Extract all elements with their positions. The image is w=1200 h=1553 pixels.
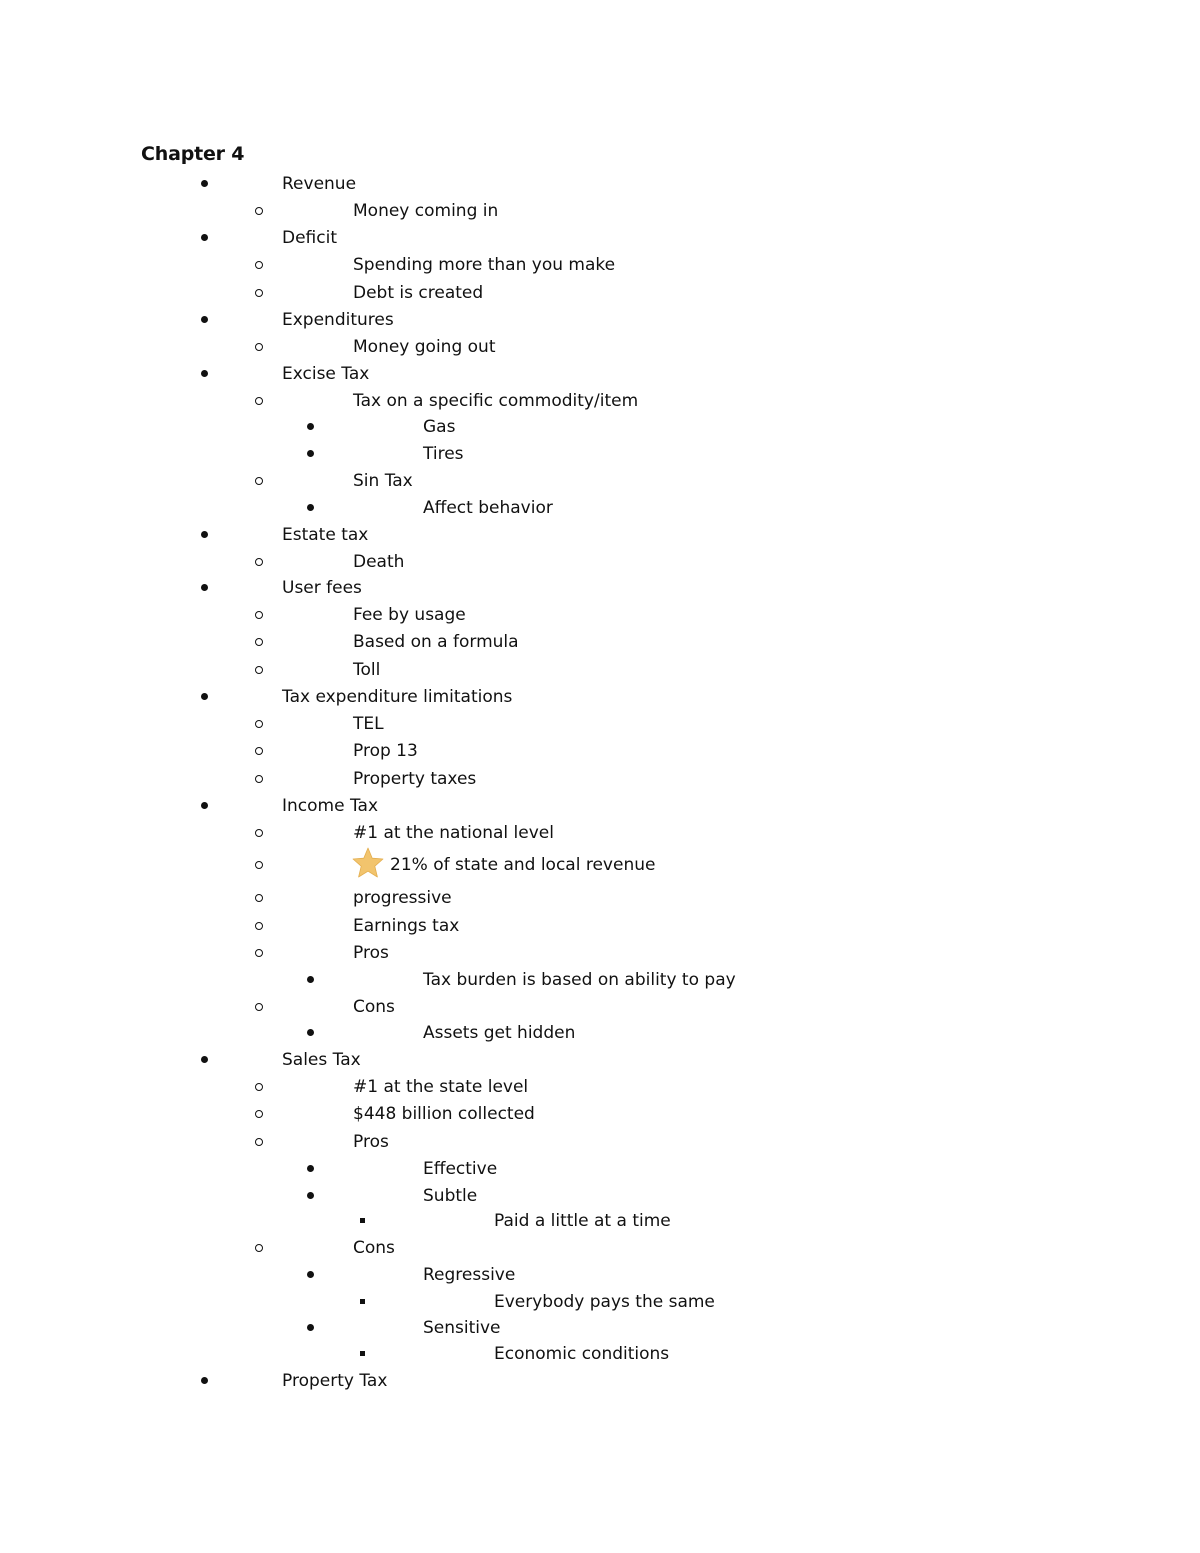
list-item-text: Property taxes	[353, 769, 477, 789]
hollow-circle-bullet-icon	[254, 995, 268, 1019]
hollow-circle-bullet-icon	[254, 886, 268, 910]
list-item	[0, 1184, 1200, 1208]
square-bullet-icon	[358, 1290, 372, 1314]
star-icon	[352, 847, 384, 879]
list-item	[0, 199, 1200, 223]
list-item-text: progressive	[353, 888, 452, 908]
list-item-text: Gas	[423, 417, 456, 437]
hollow-circle-bullet-icon	[254, 630, 268, 654]
list-item	[0, 576, 1200, 600]
list-item-text: TEL	[353, 714, 384, 734]
list-item	[0, 968, 1200, 992]
list-item	[0, 335, 1200, 359]
hollow-circle-bullet-icon	[254, 281, 268, 305]
list-item	[0, 1102, 1200, 1126]
list-item	[0, 496, 1200, 520]
bullet-icon	[199, 172, 213, 196]
bullet-icon	[305, 1021, 319, 1045]
list-item-text: Economic conditions	[494, 1344, 670, 1364]
list-item	[0, 1130, 1200, 1154]
bullet-icon	[199, 226, 213, 250]
list-item-text: Expenditures	[282, 310, 394, 330]
list-item-text: Pros	[353, 1132, 389, 1152]
list-item	[0, 1209, 1200, 1233]
list-item	[0, 914, 1200, 938]
bullet-icon	[199, 523, 213, 547]
square-bullet-icon	[358, 1209, 372, 1233]
list-item	[0, 712, 1200, 736]
list-item	[0, 226, 1200, 250]
list-item	[0, 821, 1200, 845]
square-bullet-icon	[358, 1342, 372, 1366]
list-item	[0, 253, 1200, 277]
bullet-icon	[199, 1048, 213, 1072]
list-item-text: Estate tax	[282, 525, 369, 545]
hollow-circle-bullet-icon	[254, 853, 268, 877]
list-item	[0, 1075, 1200, 1099]
list-item	[0, 1290, 1200, 1314]
hollow-circle-bullet-icon	[254, 253, 268, 277]
list-item	[0, 415, 1200, 439]
hollow-circle-bullet-icon	[254, 550, 268, 574]
list-item-text: Pros	[353, 943, 389, 963]
list-item	[0, 1021, 1200, 1045]
list-item	[0, 1263, 1200, 1287]
list-item-text: Deficit	[282, 228, 337, 248]
list-item-text: Regressive	[423, 1265, 516, 1285]
hollow-circle-bullet-icon	[254, 1102, 268, 1126]
list-item-text: Cons	[353, 997, 395, 1017]
list-item-text: Tax on a specific commodity/item	[353, 391, 639, 411]
list-item-text: Subtle	[423, 1186, 478, 1206]
list-item-text: Death	[353, 552, 405, 572]
hollow-circle-bullet-icon	[254, 658, 268, 682]
bullet-icon	[199, 308, 213, 332]
list-item-text: Assets get hidden	[423, 1023, 576, 1043]
list-item-text: Sin Tax	[353, 471, 413, 491]
hollow-circle-bullet-icon	[254, 767, 268, 791]
list-item-text: Effective	[423, 1159, 498, 1179]
list-item	[0, 469, 1200, 493]
hollow-circle-bullet-icon	[254, 335, 268, 359]
list-item	[0, 1048, 1200, 1072]
bullet-icon	[199, 1369, 213, 1393]
list-item-text: #1 at the national level	[353, 823, 554, 843]
list-item-text: Earnings tax	[353, 916, 460, 936]
list-item-text: Paid a little at a time	[494, 1211, 671, 1231]
list-item	[0, 281, 1200, 305]
list-item-text: 21% of state and local revenue	[390, 855, 656, 875]
list-item	[0, 739, 1200, 763]
bullet-icon	[199, 362, 213, 386]
hollow-circle-bullet-icon	[254, 199, 268, 223]
list-item-text: Tax burden is based on ability to pay	[423, 970, 736, 990]
list-item-text: Debt is created	[353, 283, 484, 303]
bullet-icon	[199, 685, 213, 709]
list-item	[0, 685, 1200, 709]
bullet-icon	[199, 576, 213, 600]
bullet-icon	[305, 1184, 319, 1208]
page-title: Chapter 4	[141, 143, 245, 165]
list-item	[0, 1236, 1200, 1260]
list-item-text: Sensitive	[423, 1318, 501, 1338]
list-item-text: Money coming in	[353, 201, 499, 221]
hollow-circle-bullet-icon	[254, 941, 268, 965]
list-item-text: Fee by usage	[353, 605, 466, 625]
bullet-icon	[305, 968, 319, 992]
list-item	[0, 172, 1200, 196]
list-item	[0, 1369, 1200, 1393]
hollow-circle-bullet-icon	[254, 1236, 268, 1260]
bullet-icon	[305, 496, 319, 520]
list-item-text: User fees	[282, 578, 362, 598]
list-item	[0, 1342, 1200, 1366]
list-item-text: Spending more than you make	[353, 255, 616, 275]
list-item-text: #1 at the state level	[353, 1077, 529, 1097]
hollow-circle-bullet-icon	[254, 389, 268, 413]
list-item-text: Income Tax	[282, 796, 379, 816]
list-item-text: Excise Tax	[282, 364, 370, 384]
hollow-circle-bullet-icon	[254, 1075, 268, 1099]
list-item	[0, 389, 1200, 413]
list-item	[0, 995, 1200, 1019]
list-item	[0, 794, 1200, 818]
list-item-text: Everybody pays the same	[494, 1292, 715, 1312]
list-item	[0, 941, 1200, 965]
hollow-circle-bullet-icon	[254, 469, 268, 493]
bullet-icon	[305, 1157, 319, 1181]
list-item	[0, 886, 1200, 910]
list-item	[0, 550, 1200, 574]
list-item	[0, 1316, 1200, 1340]
list-item-text: Revenue	[282, 174, 357, 194]
list-item	[0, 658, 1200, 682]
hollow-circle-bullet-icon	[254, 739, 268, 763]
list-item-text: $448 billion collected	[353, 1104, 535, 1124]
hollow-circle-bullet-icon	[254, 603, 268, 627]
list-item	[0, 767, 1200, 791]
list-item-text: Tires	[423, 444, 464, 464]
list-item	[0, 442, 1200, 466]
bullet-icon	[305, 442, 319, 466]
list-item	[0, 603, 1200, 627]
list-item	[0, 523, 1200, 547]
list-item-text: Based on a formula	[353, 632, 519, 652]
list-item	[0, 853, 1200, 877]
hollow-circle-bullet-icon	[254, 1130, 268, 1154]
bullet-icon	[305, 1263, 319, 1287]
list-item-text: Prop 13	[353, 741, 418, 761]
list-item	[0, 362, 1200, 386]
list-item	[0, 308, 1200, 332]
bullet-icon	[199, 794, 213, 818]
list-item	[0, 1157, 1200, 1181]
list-item-text: Sales Tax	[282, 1050, 361, 1070]
list-item-text: Toll	[353, 660, 381, 680]
list-item-text: Property Tax	[282, 1371, 388, 1391]
hollow-circle-bullet-icon	[254, 712, 268, 736]
bullet-icon	[305, 1316, 319, 1340]
list-item	[0, 630, 1200, 654]
bullet-icon	[305, 415, 319, 439]
hollow-circle-bullet-icon	[254, 821, 268, 845]
list-item-text: Cons	[353, 1238, 395, 1258]
list-item-text: Tax expenditure limitations	[282, 687, 513, 707]
hollow-circle-bullet-icon	[254, 914, 268, 938]
list-item-text: Affect behavior	[423, 498, 553, 518]
list-item-text: Money going out	[353, 337, 496, 357]
